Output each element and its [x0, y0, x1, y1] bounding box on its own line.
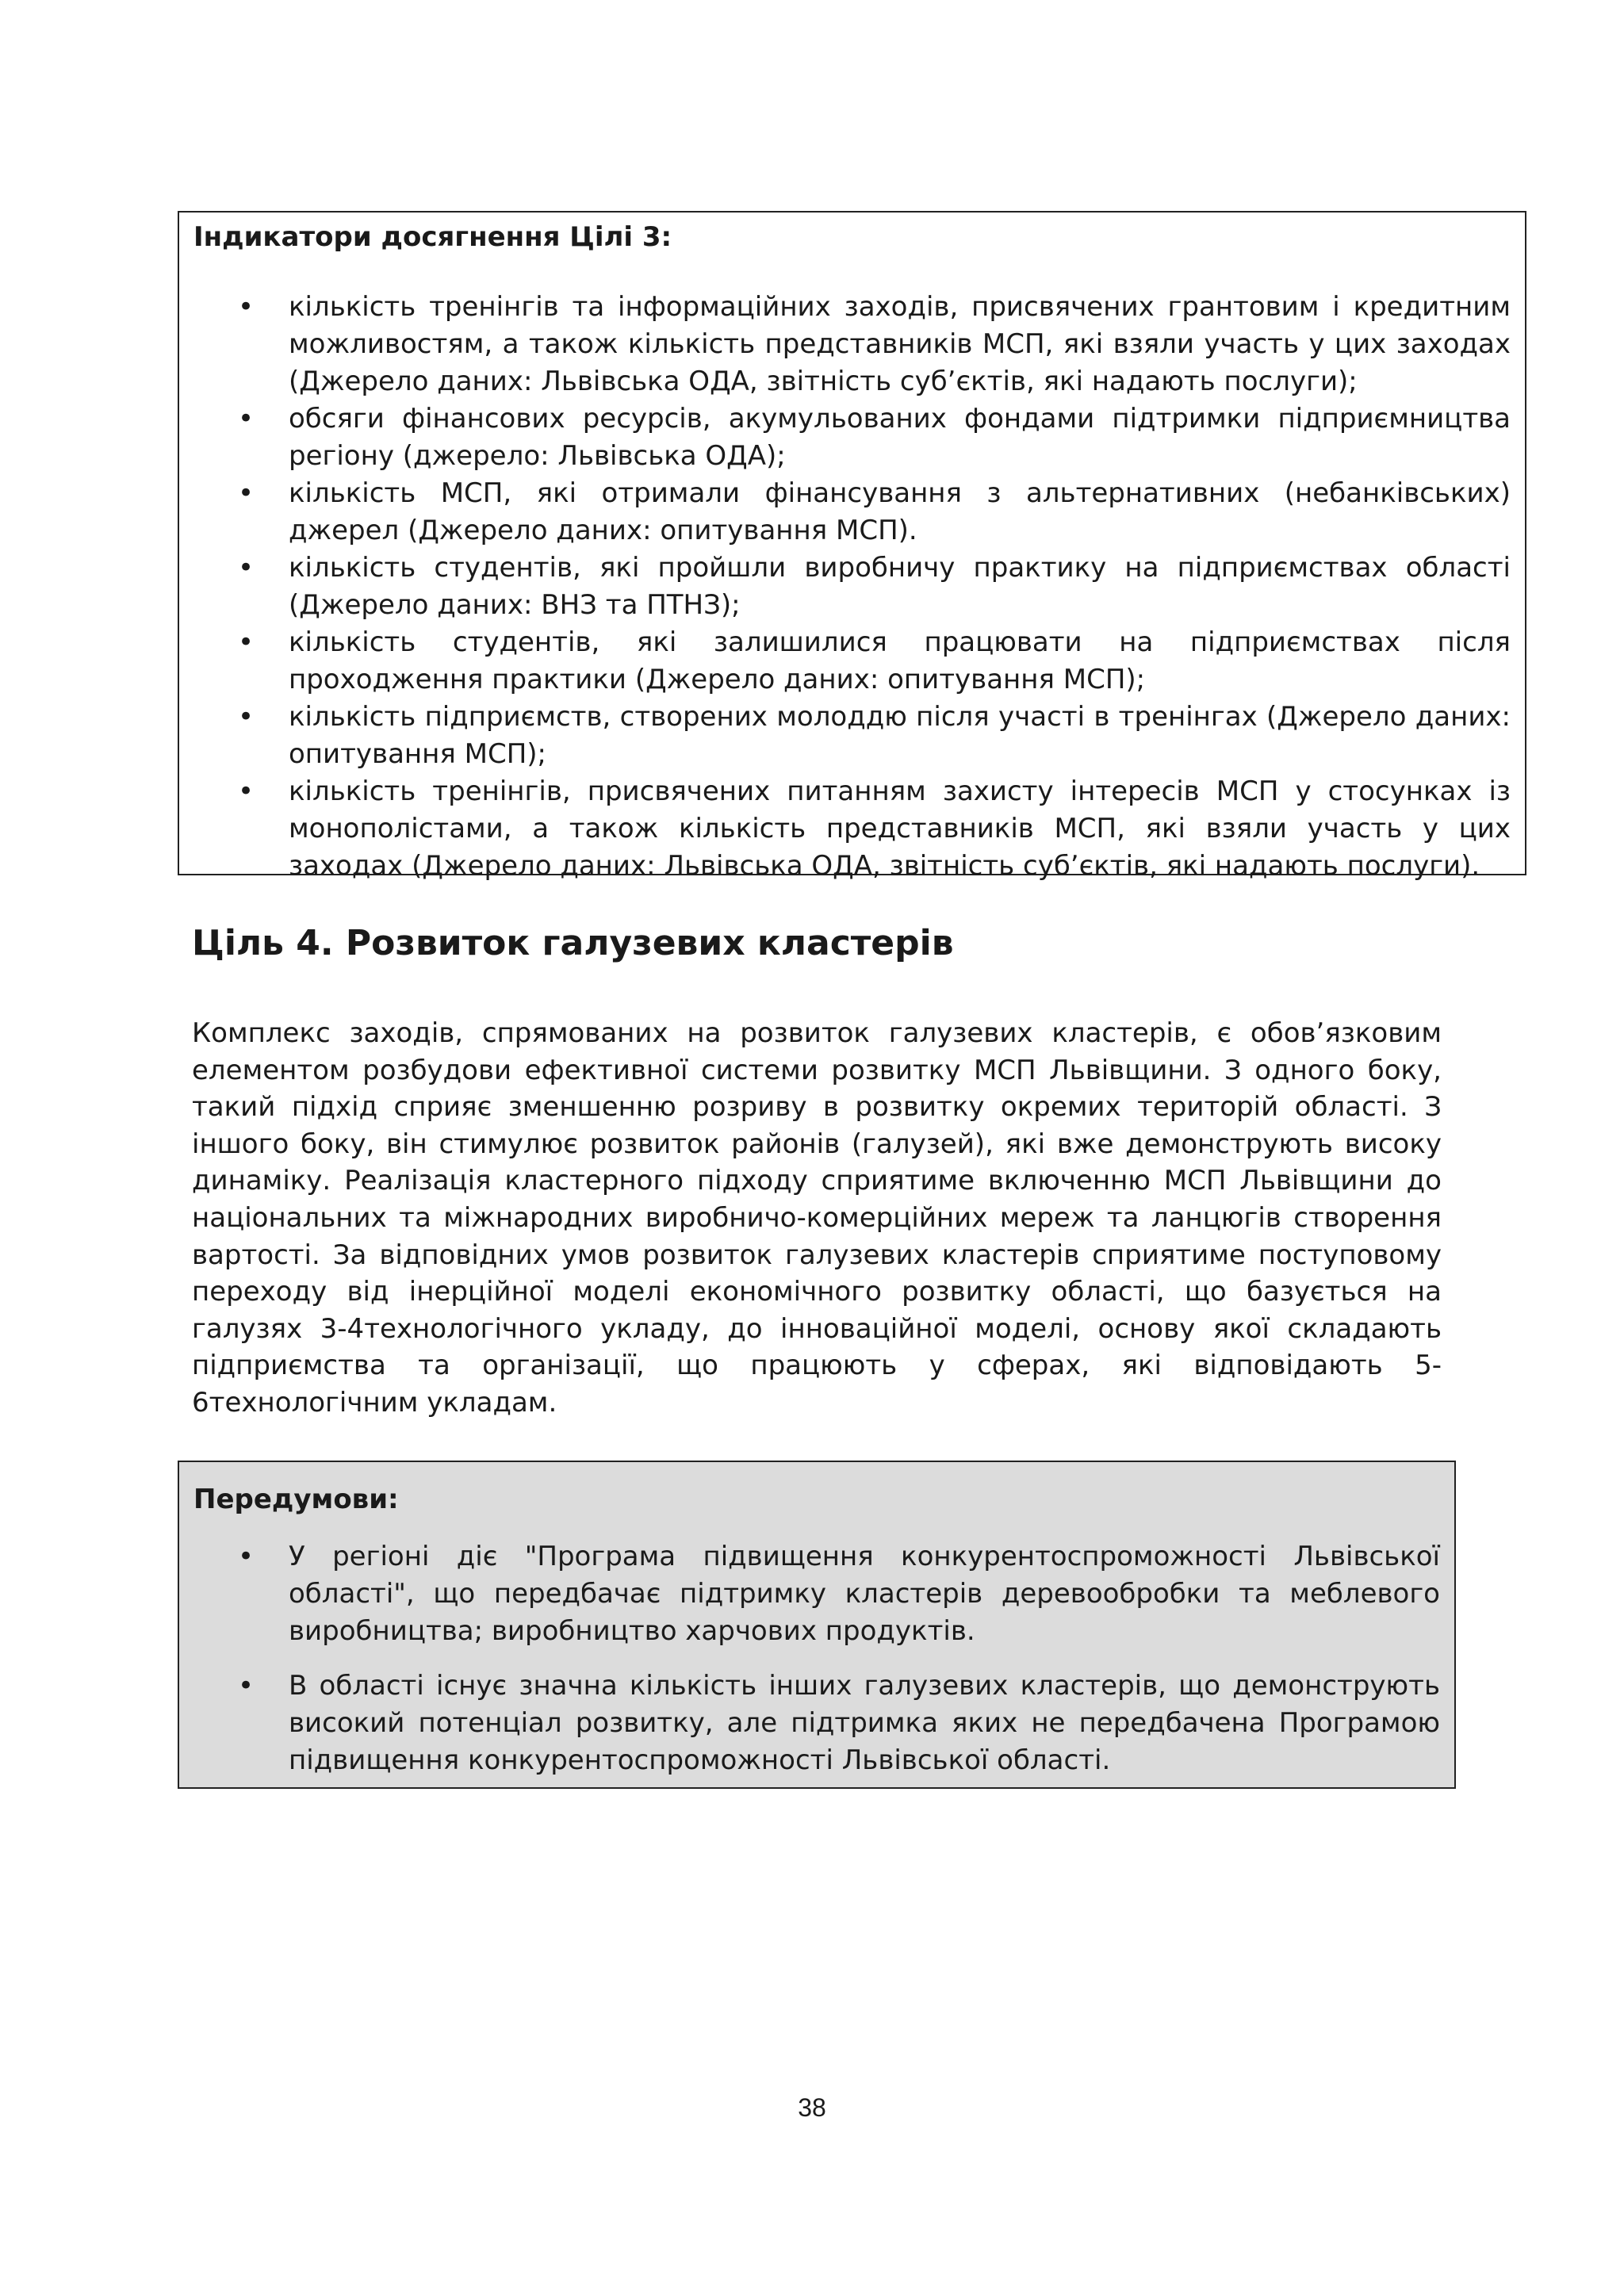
list-item-text: кількість тренінгів та інформаційних заходів, присвячених грантовим і кредитним можливостям, а також кількість представників МСП, які взяли участь у цих заходах (Джерело даних: Львівська ОДА, звітність суб’єктів, які надають послуги);	[289, 291, 1511, 397]
bullet-icon: •	[238, 291, 255, 323]
list-item	[193, 1538, 1440, 1650]
bullet-icon: •	[238, 701, 255, 733]
list-item	[193, 1667, 1440, 1779]
list-item-text: кількість студентів, які пройшли виробничу практику на підприємствах області (Джерело даних: ВНЗ та ПТНЗ);	[289, 552, 1511, 621]
body-paragraph: Комплекс заходів, спрямованих на розвиток галузевих кластерів, є обов’язковим елементом розбудови ефективної системи розвитку МСП Львівщини. З одного боку, такий підхід сприяє зменшенню розриву в розвитку окремих територій області. З іншого боку, він стимулює розвиток районів (галузей), які вже демонструють високу динаміку. Реалізація кластерного підходу сприятиме включенню МСП Львівщини до національних та міжнародних виробничо-комерційних мереж та ланцюгів створення вартості. За відповідних умов розвиток галузевих кластерів сприятиме поступовому переходу від інерційної моделі економічного розвитку області, що базується на галузях 3-4технологічного укладу, до інноваційної моделі, основу якої складають підприємства та організації, що працюють у сферах, які відповідають 5-6технологічним укладам.	[192, 1017, 1442, 1419]
indicators-title: Індикатори досягнення Цілі 3:	[193, 221, 672, 253]
list-item-text: кількість МСП, які отримали фінансування з альтернативних (небанківських) джерел (Джерело даних: опитування МСП).	[289, 477, 1511, 546]
bullet-icon: •	[238, 1670, 255, 1702]
list-item	[193, 289, 1511, 400]
list-item	[193, 400, 1511, 475]
list-item-text: кількість підприємств, створених молоддю після участі в тренінгах (Джерело даних: опитування МСП);	[289, 701, 1511, 770]
bullet-icon: •	[238, 775, 255, 807]
indicators-box	[178, 211, 1526, 882]
page-number: 38	[798, 2093, 826, 2122]
prerequisites-list	[193, 1538, 1440, 1779]
list-item-text: У регіоні діє "Програма підвищення конкурентоспроможності Львівської області", що передбачає підтримку кластерів деревообробки та меблевого виробництва; виробництво харчових продуктів.	[289, 1541, 1440, 1647]
bullet-icon: •	[238, 477, 255, 509]
bullet-icon: •	[238, 1541, 255, 1572]
indicators-list	[193, 289, 1511, 885]
list-item	[193, 549, 1511, 624]
list-item	[193, 475, 1511, 549]
bullet-icon: •	[238, 552, 255, 584]
bullet-icon: •	[238, 626, 255, 658]
list-item	[193, 624, 1511, 699]
section-heading: Ціль 4. Розвиток галузевих кластерів	[192, 923, 954, 963]
bullet-icon: •	[238, 403, 255, 435]
list-item-text: обсяги фінансових ресурсів, акумульованих фондами підтримки підприємництва регіону (джерело: Львівська ОДА);	[289, 403, 1511, 472]
list-item-text: кількість студентів, які залишилися працювати на підприємствах після проходження практики (Джерело даних: опитування МСП);	[289, 626, 1511, 695]
prerequisites-box	[178, 1461, 1456, 1789]
list-item-text: кількість тренінгів, присвячених питанням захисту інтересів МСП у стосунках із монополістами, а також кількість представників МСП, які взяли участь у цих заходах (Джерело даних: Львівська ОДА, звітність суб’єктів, які надають послуги).	[289, 775, 1511, 882]
list-item	[193, 699, 1511, 773]
prerequisites-title: Передумови:	[193, 1484, 399, 1515]
list-item-text: В області існує значна кількість інших галузевих кластерів, що демонструють високий потенціал розвитку, але підтримка яких не передбачена Програмою підвищення конкурентоспроможності Львівської області.	[289, 1670, 1440, 1776]
list-item	[193, 773, 1511, 885]
